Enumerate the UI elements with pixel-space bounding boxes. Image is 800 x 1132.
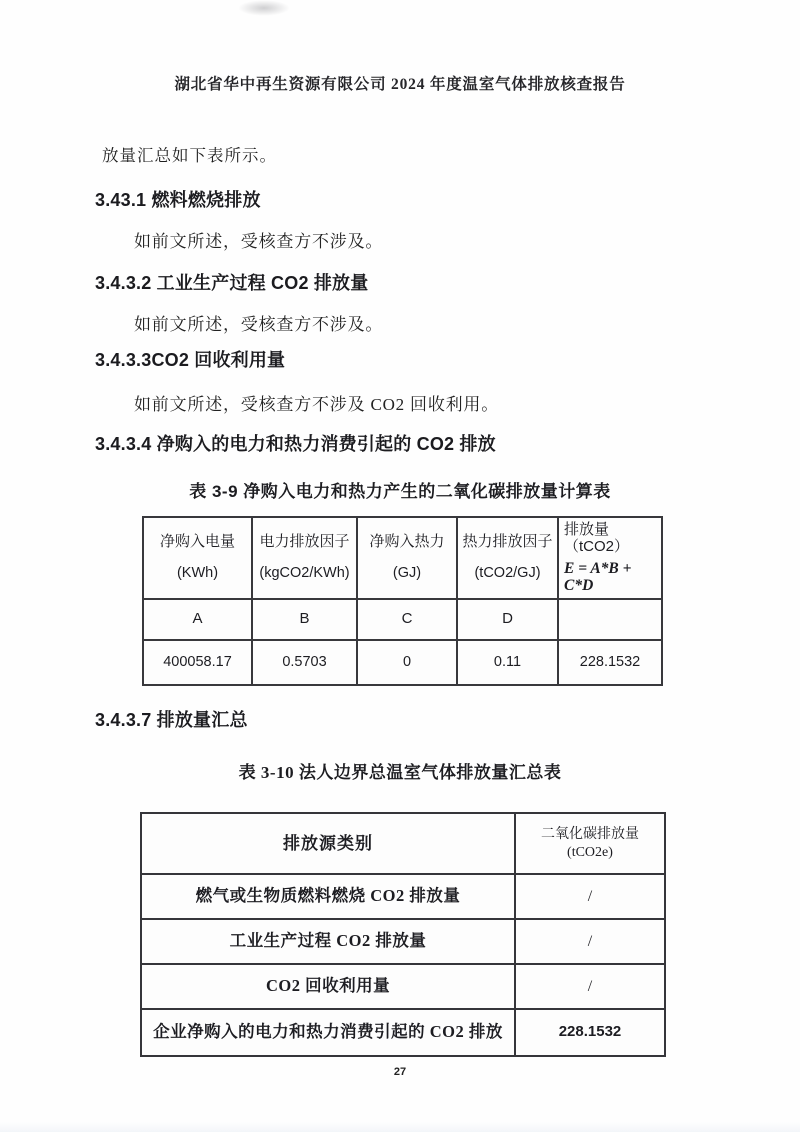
section-body-industrial-process: 如前文所述，受核查方不涉及。 — [134, 315, 384, 334]
table-row-category-fuel-combustion: 燃气或生物质燃料燃烧 CO2 排放量 — [142, 875, 516, 920]
section-body-co2-recovery: 如前文所述，受核查方不涉及 CO2 回收利用。 — [134, 395, 500, 414]
header-unit: (kgCO2/KWh) — [259, 565, 350, 582]
section-heading-fuel-combustion: 3.43.1 燃料燃烧排放 — [95, 190, 261, 210]
table-row-category-co2-recovery: CO2 回收利用量 — [142, 965, 516, 1010]
table-3-9-symbol-empty — [559, 600, 661, 641]
page-number: 27 — [393, 1066, 407, 1078]
header-unit: (GJ) — [392, 565, 422, 582]
table-3-10-header-co2-amount — [516, 814, 664, 875]
table-3-9-value-electricity: 400058.17 — [144, 641, 253, 684]
table-3-9-emission-calculation — [142, 516, 663, 686]
table-3-9-header-heat — [358, 518, 458, 600]
header-unit: (KWh) — [176, 565, 219, 582]
table-3-10-emission-summary — [140, 812, 666, 1057]
header-label: 净购入电量 — [159, 532, 235, 550]
header-label: 排放量（tCO2） — [564, 521, 630, 555]
intro-paragraph-fragment: 放量汇总如下表所示。 — [102, 146, 277, 165]
section-body-fuel-combustion: 如前文所述，受核查方不涉及。 — [134, 232, 384, 251]
section-heading-industrial-process: 3.4.3.2 工业生产过程 CO2 排放量 — [95, 273, 369, 293]
scan-edge-artifact — [0, 1122, 800, 1132]
table-3-9-header-emission — [559, 518, 661, 600]
table-row-category-purchased-electricity-heat: 企业净购入的电力和热力消费引起的 CO2 排放 — [142, 1010, 516, 1055]
table-3-9-header-electricity-factor — [253, 518, 358, 600]
table-row-category-industrial-process: 工业生产过程 CO2 排放量 — [142, 920, 516, 965]
scan-smudge-artifact — [238, 0, 290, 16]
table-row-value-fuel-combustion: / — [516, 875, 664, 920]
table-3-10-caption: 表 3-10 法人边界总温室气体排放量汇总表 — [238, 763, 562, 782]
table-3-9-value-heat: 0 — [358, 641, 458, 684]
header-unit: (tCO2/GJ) — [474, 565, 541, 582]
table-3-10-header-source-category: 排放源类别 — [142, 814, 516, 875]
table-row-value-purchased-electricity-heat: 228.1532 — [558, 1023, 622, 1041]
header-label: 净购入热力 — [369, 532, 445, 550]
header-label: 热力排放因子 — [462, 532, 553, 550]
header-line2: (tCO2e) — [567, 844, 613, 860]
table-3-9-header-electricity — [144, 518, 253, 600]
table-3-9-symbol-a: A — [144, 600, 253, 641]
table-3-9-symbol-d: D — [458, 600, 559, 641]
table-3-9-symbol-c: C — [358, 600, 458, 641]
section-heading-co2-recovery: 3.4.3.3CO2 回收利用量 — [95, 350, 286, 370]
document-header-title: 湖北省华中再生资源有限公司 2024 年度温室气体排放核查报告 — [174, 76, 626, 93]
table-3-9-value-emission: 228.1532 — [579, 653, 641, 670]
table-row-value-industrial-process: / — [516, 920, 664, 965]
header-line1: 二氧化碳排放量 — [541, 827, 639, 842]
section-heading-emission-summary: 3.4.3.7 排放量汇总 — [95, 710, 248, 730]
emission-formula: E = A*B + C*D — [564, 559, 632, 594]
table-3-9-caption: 表 3-9 净购入电力和热力产生的二氧化碳排放量计算表 — [189, 482, 611, 501]
table-3-9-symbol-b: B — [253, 600, 358, 641]
table-3-9-value-electricity-factor: 0.5703 — [253, 641, 358, 684]
table-3-9-header-heat-factor — [458, 518, 559, 600]
header-label: 电力排放因子 — [259, 532, 350, 550]
table-3-9-value-heat-factor: 0.11 — [458, 641, 559, 684]
section-heading-purchased-electricity-heat: 3.4.3.4 净购入的电力和热力消费引起的 CO2 排放 — [95, 434, 496, 454]
table-row-value-co2-recovery: / — [516, 965, 664, 1010]
